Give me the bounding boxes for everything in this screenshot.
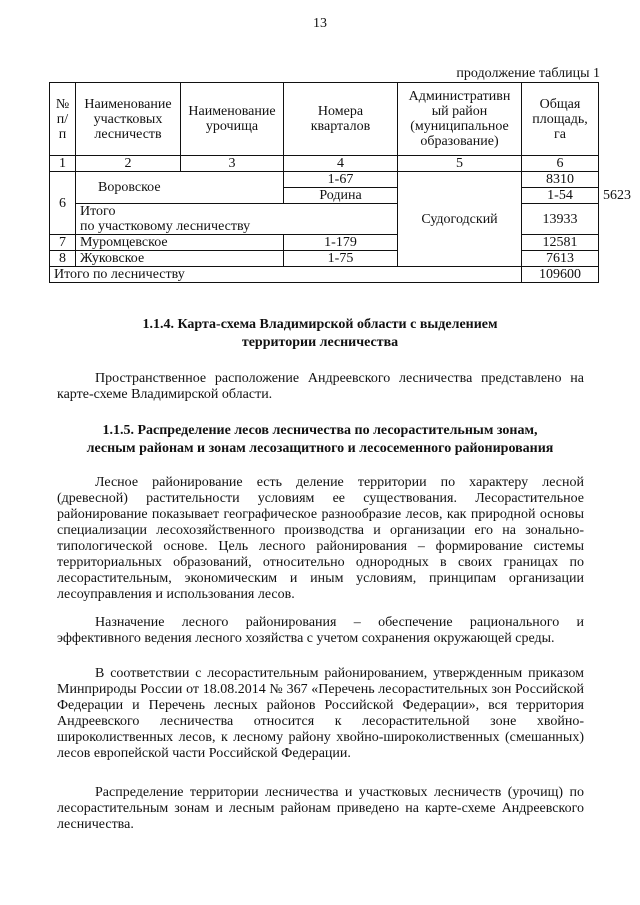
table-row: Родина 1-54 5623 bbox=[50, 188, 599, 204]
quarters-cell: 1-67 bbox=[284, 172, 398, 188]
index-cell: 4 bbox=[284, 156, 398, 172]
index-cell: 1 bbox=[50, 156, 76, 172]
section-1-1-5-paragraph-2: Назначение лесного районирования – обеспечение рационального и эффективного ведения лесного хозяйства с учетом сохранения окружающей среды. bbox=[57, 615, 584, 646]
header-cell: Наименование участковых лесничеств bbox=[76, 83, 181, 156]
subtotal-label-cell: Итого по участковому лесничеству bbox=[76, 204, 398, 235]
tract-name-cell: Родина bbox=[284, 188, 398, 204]
table-header-row bbox=[50, 83, 599, 156]
subtotal-area-cell: 13933 bbox=[522, 204, 599, 235]
row-number-cell: 8 bbox=[50, 251, 76, 267]
section-1-1-5-paragraph-3: В соответствии с лесорастительным районированием, утвержденным приказом Минприроды России от 18.08.2014 № 367 «Перечень лесорастительных зон Российской Федерации и Перечень лесных районов Российской Федерации», вся территория Андреевского лесничества относится к лесорастительной зоне хвойно-широколиственных лесов, к лесному району хвойно-широколиственных (смешанных) лесов европейской части Российской Федерации. bbox=[57, 666, 584, 761]
page-number: 13 bbox=[313, 16, 327, 31]
area-cell: 8310 bbox=[522, 172, 599, 188]
area-cell: 12581 bbox=[522, 235, 599, 251]
forestry-name-cell: Воровское bbox=[76, 172, 284, 204]
header-cell: Общая площадь, га bbox=[522, 83, 599, 156]
forestry-table bbox=[49, 82, 631, 283]
index-cell: 6 bbox=[522, 156, 599, 172]
quarters-cell: 1-54 bbox=[522, 188, 599, 204]
total-area-cell: 109600 bbox=[522, 267, 599, 283]
row-number-cell: 6 bbox=[50, 172, 76, 235]
table-row bbox=[50, 172, 599, 188]
row-number-cell: 7 bbox=[50, 235, 76, 251]
index-cell: 5 bbox=[398, 156, 522, 172]
section-1-1-4-paragraph: Пространственное расположение Андреевского лесничества представлено на карте-схеме Владимирской области. bbox=[57, 371, 584, 402]
index-cell: 2 bbox=[76, 156, 181, 172]
area-cell: 7613 bbox=[522, 251, 599, 267]
table-continuation-label: продолжение таблицы 1 bbox=[456, 66, 600, 81]
header-cell: Номера кварталов bbox=[284, 83, 398, 156]
section-1-1-4-title: 1.1.4. Карта-схема Владимирской области с выделением территории лесничества bbox=[142, 317, 498, 350]
table-total-row bbox=[50, 267, 599, 283]
quarters-cell: 1-75 bbox=[284, 251, 398, 267]
header-cell: Наименование урочища bbox=[181, 83, 284, 156]
index-cell: 3 bbox=[181, 156, 284, 172]
header-cell: № п/п bbox=[50, 83, 76, 156]
forestry-name-cell: Жуковское bbox=[76, 251, 284, 267]
section-1-1-5-title: 1.1.5. Распределение лесов лесничества по лесорастительным зонам, лесным районам и зонам лесозащитного и лесосеменного районирования bbox=[86, 423, 554, 456]
table-index-row bbox=[50, 156, 599, 172]
section-1-1-5-paragraph-1: Лесное районирование есть деление территории по характеру лесной (древесной) растительности условиям ее существования. Лесорастительное районирование показывает географическое разнообразие лесов, как природной основы специализации лесохозяйственного производства и организации его на зонально-типологической основе. Цель лесного районирования – формирование системы территориальных образований, относительно однородных в своих границах по лесорастительным, экономическим и иным условиям, принципам организации лесоуправления и использования лесов. bbox=[57, 475, 584, 602]
district-cell: Судогодский bbox=[398, 172, 522, 267]
section-1-1-5-paragraph-4: Распределение территории лесничества и участковых лесничеств (урочищ) по лесорастительным зонам и лесным районам приведено на карте-схеме Андреевского лесничества. bbox=[57, 785, 584, 832]
forestry-name-cell: Муромцевское bbox=[76, 235, 284, 251]
total-label-cell: Итого по лесничеству bbox=[50, 267, 522, 283]
header-cell: Административн ый район (муниципальное образование) bbox=[398, 83, 522, 156]
quarters-cell: 1-179 bbox=[284, 235, 398, 251]
